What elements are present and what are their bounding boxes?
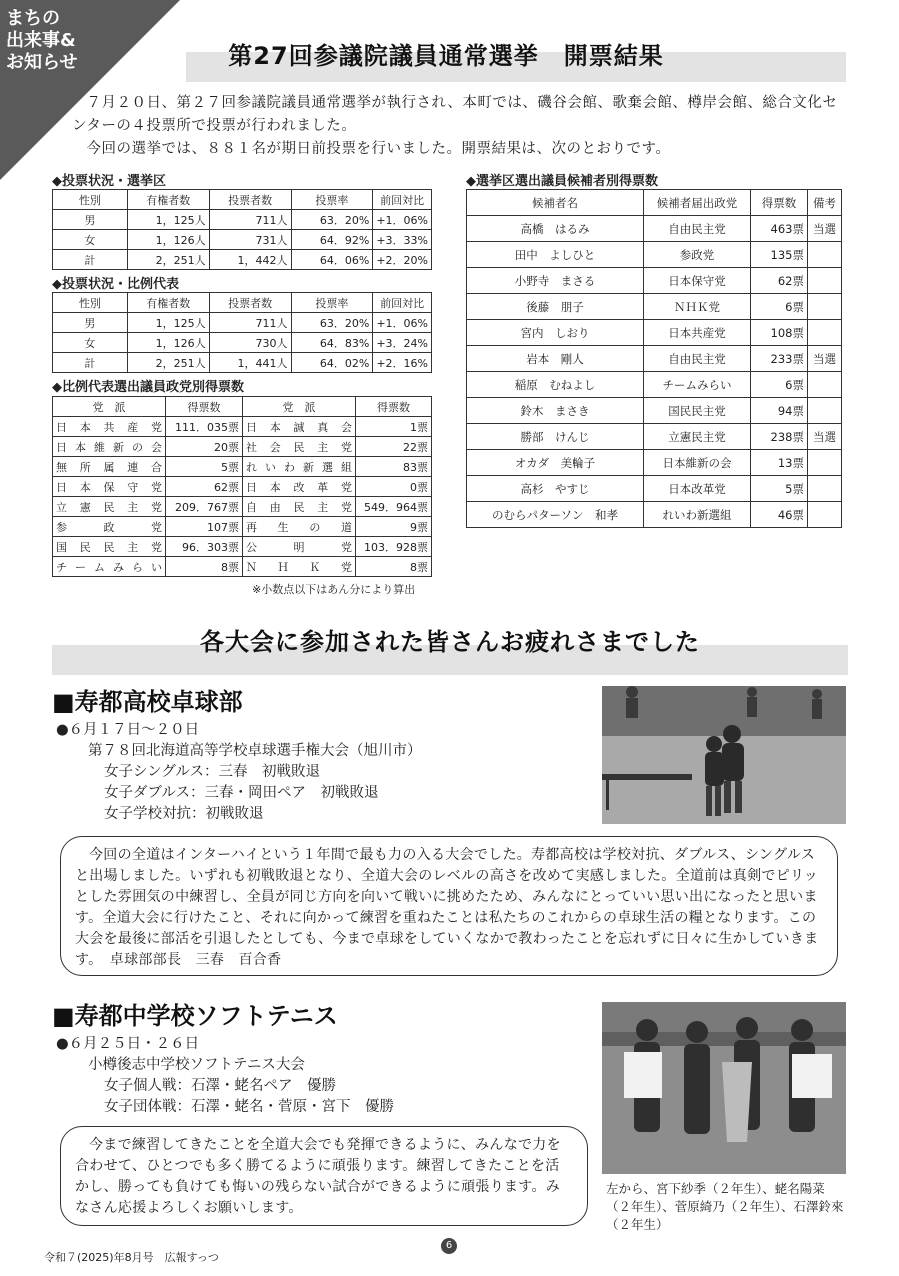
candidate-remark: 当選 [808,216,842,242]
page-number: 6 [441,1238,457,1254]
candidate-party: れいわ新選組 [644,502,751,528]
col-header: 性別 [53,293,128,313]
table-row [467,216,842,242]
district-turnout-table [52,189,432,270]
candidate-name: 稲原 むねよし [467,372,644,398]
soft-tennis-caption: 左から、宮下紗季（２年生）、蛯名陽菜（２年生）、菅原綺乃（２年生）、石澤鈴來（２年生） [606,1181,844,1232]
party-votes: 83票 [356,457,432,477]
candidate-party: チームみらい [644,372,751,398]
party-votes: 1票 [356,417,432,437]
table-cell: 2，251人 [127,353,209,373]
party-votes-table [52,396,432,577]
election-intro [72,92,842,161]
table-row [53,250,432,270]
candidate-name: 岩本 剛人 [467,346,644,372]
proportional-turnout-heading: ◆投票状況・比例代表 [52,277,179,292]
table-cell: 63．20% [291,210,373,230]
table-cell: 1，126人 [127,230,209,250]
candidate-votes: 94票 [751,398,808,424]
candidate-party: 日本維新の会 [644,450,751,476]
party-name: チームみらい [53,557,166,577]
table-cell: 711人 [209,313,291,333]
table-row [467,294,842,320]
table-cell: 731人 [209,230,291,250]
party-name: ＮＨＫ党 [243,557,356,577]
soft-tennis-message: 今まで練習してきたことを全道大会でも発揮できるように、みんなで力を合わせて、ひとつでも多く勝てるように頑張ります。練習してきたことを活かし、勝っても負けても悔いの残らない試合ができるように頑張ります。みなさん応援よろしくお願いします。 [60,1126,588,1226]
table-row [53,557,432,577]
candidate-votes: 238票 [751,424,808,450]
candidate-name: 高杉 やすじ [467,476,644,502]
candidate-name: 勝部 けんじ [467,424,644,450]
table-cell: 計 [53,353,128,373]
candidate-remark [808,242,842,268]
table-row [53,333,432,353]
table-row [53,457,432,477]
table-row [53,437,432,457]
table-cell: 計 [53,250,128,270]
party-name: 公明党 [243,537,356,557]
sports-title: 各大会に参加された皆さんお疲れさまでした [200,628,700,656]
party-votes: 9票 [356,517,432,537]
candidate-party: 立憲民主党 [644,424,751,450]
candidate-remark [808,372,842,398]
table-cell: +3．24% [373,333,432,353]
party-votes-heading: ◆比例代表選出議員政党別得票数 [52,380,244,395]
table-cell: 1，442人 [209,250,291,270]
col-header: 得票数 [356,397,432,417]
candidate-votes: 13票 [751,450,808,476]
table-cell: +2．20% [373,250,432,270]
party-votes: 103．928票 [356,537,432,557]
table-row [53,497,432,517]
candidate-party: 日本共産党 [644,320,751,346]
candidate-remark [808,450,842,476]
proportional-turnout-table [52,292,432,373]
table-row [467,372,842,398]
party-votes: 20票 [166,437,243,457]
party-votes: 0票 [356,477,432,497]
table-row [467,450,842,476]
party-votes: 62票 [166,477,243,497]
party-votes: 8票 [166,557,243,577]
col-header: 性別 [53,190,128,210]
table-header-row [53,397,432,417]
party-name: 国民民主党 [53,537,166,557]
table-row [467,502,842,528]
candidate-party: 参政党 [644,242,751,268]
col-header: 備考 [808,190,842,216]
candidate-remark [808,268,842,294]
candidate-remark [808,398,842,424]
party-votes: 96．303票 [166,537,243,557]
intro-paragraph-2: 今回の選挙では、８８１名が期日前投票を行いました。開票結果は、次のとおりです。 [86,141,671,157]
table-cell: 1，125人 [127,313,209,333]
party-name: 参政党 [53,517,166,537]
table-row [53,537,432,557]
table-row [467,268,842,294]
party-votes: 209．767票 [166,497,243,517]
table-tennis-heading: ■寿都高校卓球部 [52,687,243,716]
party-votes: 5票 [166,457,243,477]
table-row [467,346,842,372]
party-name: 無所属連合 [53,457,166,477]
table-header-row [53,293,432,313]
table-tennis-message: 今回の全道はインターハイという１年間で最も力の入る大会でした。寿都高校は学校対抗、ダブルス、シングルスと出場しました。いずれも初戦敗退となり、全道大会のレベルの高さを改めて実感しました。全道前は真剣でピリッとした雰囲気の中練習し、全員が同じ方向を向いて戦いに挑めたため、みんなにとっていい思い出になったと思います。全道大会に行けたこと、それに向かって練習を重ねたことは私たちのこれからの卓球生活の糧となります。この大会を最後に部活を引退したとしても、今まで卓球をしていくなかで教わったことを忘れずに日々に生かしていきます。 卓球部部長 三春 百合香 [60,836,838,976]
candidate-votes: 108票 [751,320,808,346]
table-tennis-photo [602,686,846,824]
table-cell: 1，441人 [209,353,291,373]
soft-tennis-date: ●６月２５日・２６日 [56,1036,200,1052]
soft-tennis-result: 女子団体戦：石澤・蛯名・菅原・宮下 優勝 [104,1099,394,1115]
candidate-remark: 当選 [808,424,842,450]
col-header: 有権者数 [127,190,209,210]
candidate-remark [808,294,842,320]
table-cell: 64．83% [291,333,373,353]
table-row [467,424,842,450]
intro-paragraph-1: ７月２０日、第２７回参議院議員通常選挙が執行され、本町では、磯谷会館、歌棄会館、樽岸会館、総合文化センターの４投票所で投票が行われました。 [72,95,838,134]
col-header: 得票数 [751,190,808,216]
table-cell: +3．33% [373,230,432,250]
table-cell: 女 [53,333,128,353]
col-header: 前回対比 [373,190,432,210]
party-votes: 549．964票 [356,497,432,517]
table-row [53,417,432,437]
table-cell: 男 [53,313,128,333]
candidate-remark [808,502,842,528]
table-row [467,476,842,502]
party-votes: 111．035票 [166,417,243,437]
candidate-name: 高橋 はるみ [467,216,644,242]
party-name: 日本保守党 [53,477,166,497]
col-header: 投票率 [291,190,373,210]
col-header: 党 派 [53,397,166,417]
candidate-party: 自由民主党 [644,346,751,372]
table-row [53,353,432,373]
col-header: 前回対比 [373,293,432,313]
corner-label: まちの 出来事& お知らせ [6,8,78,73]
table-row [467,398,842,424]
party-name: 日本改革党 [243,477,356,497]
soft-tennis-photo [602,1002,846,1174]
table-tennis-result: 女子ダブルス：三春・岡田ペア 初戦敗退 [104,785,379,801]
candidate-votes: 6票 [751,372,808,398]
table-row [467,242,842,268]
col-header: 党 派 [243,397,356,417]
table-cell: +2．16% [373,353,432,373]
candidate-votes-heading: ◆選挙区選出議員候補者別得票数 [466,174,658,189]
table-cell: 2，251人 [127,250,209,270]
table-header-row [467,190,842,216]
table-tennis-event: 第７８回北海道高等学校卓球選手権大会（旭川市） [88,743,422,759]
table-cell: 64．02% [291,353,373,373]
candidate-votes-table [466,189,842,528]
col-header: 候補者名 [467,190,644,216]
col-header: 候補者届出政党 [644,190,751,216]
table-cell: 1，126人 [127,333,209,353]
party-name: 日本共産党 [53,417,166,437]
party-votes: 22票 [356,437,432,457]
table-cell: 64．92% [291,230,373,250]
party-name: 社会民主党 [243,437,356,457]
col-header: 投票率 [291,293,373,313]
table-row [53,210,432,230]
table-cell: 男 [53,210,128,230]
party-name: 立憲民主党 [53,497,166,517]
party-votes: 8票 [356,557,432,577]
table-tennis-result: 女子シングルス：三春 初戦敗退 [104,764,320,780]
soft-tennis-event: 小樽後志中学校ソフトテニス大会 [88,1057,305,1073]
table-cell: +1．06% [373,210,432,230]
party-name: 再生の道 [243,517,356,537]
candidate-votes: 5票 [751,476,808,502]
candidate-name: オカダ 美輪子 [467,450,644,476]
table-cell: 1，125人 [127,210,209,230]
candidate-party: 自由民主党 [644,216,751,242]
candidate-party: 日本改革党 [644,476,751,502]
candidate-votes: 463票 [751,216,808,242]
table-cell: 63．20% [291,313,373,333]
party-name: 自由民主党 [243,497,356,517]
col-header: 投票者数 [209,293,291,313]
table-header-row [53,190,432,210]
party-votes-note: ※小数点以下はあん分により算出 [252,583,416,596]
candidate-party: 日本保守党 [644,268,751,294]
party-votes: 107票 [166,517,243,537]
soft-tennis-result: 女子個人戦：石澤・蛯名ペア 優勝 [104,1078,336,1094]
candidate-votes: 233票 [751,346,808,372]
candidate-votes: 135票 [751,242,808,268]
table-cell: 64．06% [291,250,373,270]
candidate-name: 田中 よしひと [467,242,644,268]
candidate-votes: 62票 [751,268,808,294]
candidate-party: ＮＨＫ党 [644,294,751,320]
soft-tennis-heading: ■寿都中学校ソフトテニス [52,1001,338,1030]
party-name: れいわ新選組 [243,457,356,477]
table-tennis-result: 女子学校対抗：初戦敗退 [104,806,264,822]
candidate-votes: 6票 [751,294,808,320]
table-cell: 711人 [209,210,291,230]
table-cell: 女 [53,230,128,250]
party-name: 日本維新の会 [53,437,166,457]
table-cell: +1．06% [373,313,432,333]
col-header: 投票者数 [209,190,291,210]
table-row [53,517,432,537]
district-turnout-heading: ◆投票状況・選挙区 [52,174,166,189]
candidate-name: のむらパターソン 和孝 [467,502,644,528]
candidate-remark: 当選 [808,346,842,372]
candidate-party: 国民民主党 [644,398,751,424]
issue-label: 令和７(2025)年8月号 広報すっつ [44,1251,219,1264]
candidate-name: 小野寺 まさる [467,268,644,294]
table-row [53,477,432,497]
candidate-votes: 46票 [751,502,808,528]
party-name: 日本誠真会 [243,417,356,437]
election-title: 第27回参議院議員通常選挙 開票結果 [228,42,664,70]
table-tennis-date: ●６月１７日～２０日 [56,722,200,738]
candidate-remark [808,320,842,346]
col-header: 得票数 [166,397,243,417]
table-row [467,320,842,346]
candidate-name: 後藤 朋子 [467,294,644,320]
candidate-remark [808,476,842,502]
col-header: 有権者数 [127,293,209,313]
candidate-name: 宮内 しおり [467,320,644,346]
table-row [53,313,432,333]
candidate-name: 鈴木 まさき [467,398,644,424]
table-cell: 730人 [209,333,291,353]
table-row [53,230,432,250]
